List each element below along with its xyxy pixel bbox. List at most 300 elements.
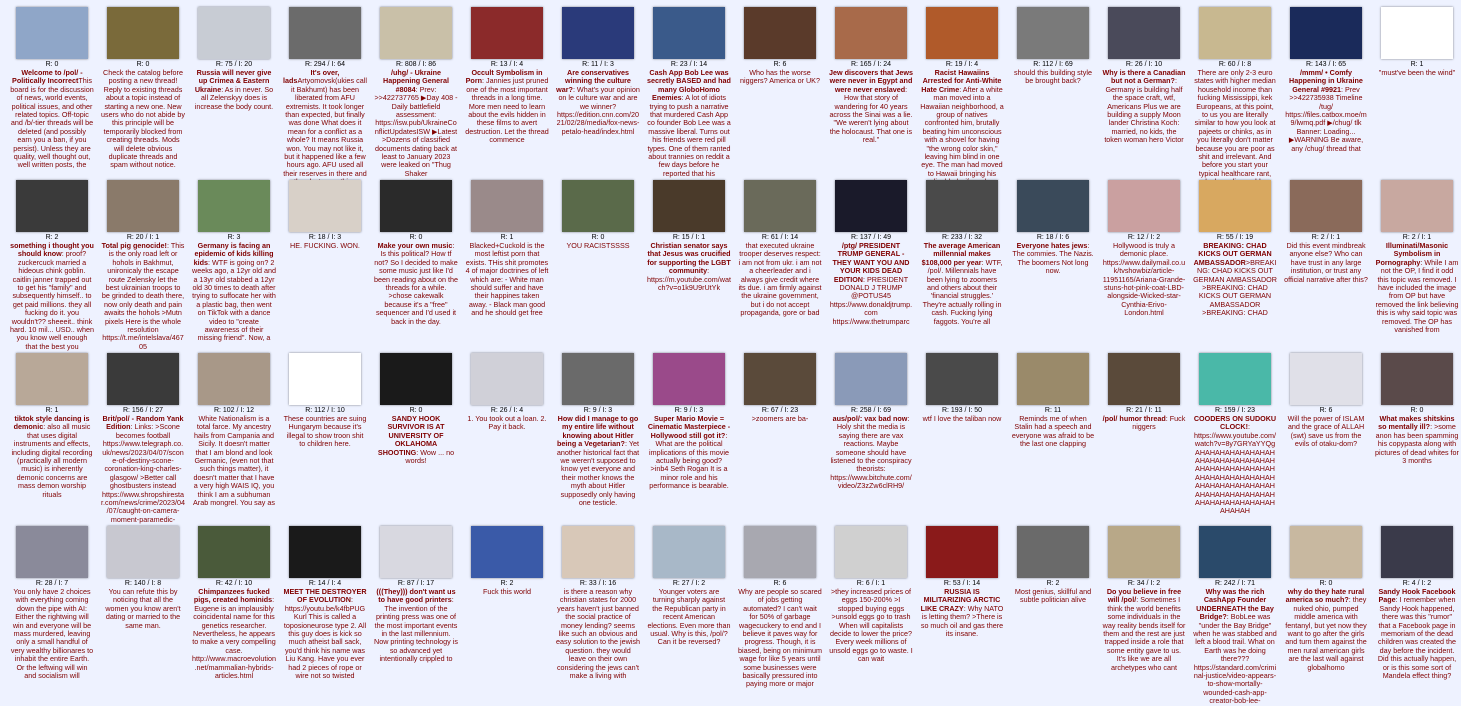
thread-text: : Prev: >>422737765 ▶Day 408 - Daily battlefield assessment: https://isw.pub/UkraineConflictUpdatesISW ▶Latest >Dozens of classified documents dating back at least to January 2023 were leaked on "Thug Shaker [374, 84, 458, 178]
reply-image-count: R: 193 / I: 50 [941, 407, 983, 414]
thread-teaser [918, 588, 1006, 638]
thread-thumbnail[interactable] [471, 7, 543, 59]
thread-text: : As in never. So all Zelenskyy does is increase the body count. [194, 84, 274, 111]
thread-card[interactable] [554, 350, 642, 520]
thread-text: Reminds me of when Stalin had a speech and everyone was afraid to be the last one clapping [1011, 414, 1095, 449]
thread-subject: Why is there a Canadian but not a German? [1102, 68, 1186, 86]
thread-thumbnail[interactable] [380, 353, 452, 405]
thread-card[interactable] [736, 177, 824, 347]
thread-teaser [99, 415, 187, 524]
thread-subject: Germany is facing an epidemic of kids killing kids [193, 241, 274, 267]
thread-card[interactable] [1191, 4, 1279, 178]
thread-teaser [1373, 415, 1461, 465]
thread-thumbnail[interactable] [744, 180, 816, 232]
thread-teaser [463, 69, 551, 145]
thread-subject: Super Mario Movie = Cinematic Masterpiece - Hollywood still got it? [647, 414, 731, 440]
thread-subject: Total pig genocide! [101, 241, 167, 250]
thread-teaser [1282, 69, 1370, 153]
thread-subject: something i thought you should know [10, 241, 94, 259]
reply-image-count: R: 1 [1410, 61, 1424, 68]
thread-card[interactable] [190, 350, 278, 520]
thread-teaser [1191, 588, 1279, 706]
thread-text: Why are people so scared of jobs getting automated? I can't wait for 50% of garbage wagecuckery to end and I believe it paves way for progress. Though, it is biased, being on minimum wage for like 5 years until some businesses were basically pressured into paying more or major [738, 587, 822, 689]
thread-thumbnail[interactable] [1017, 353, 1089, 405]
reply-image-count: R: 294 / I: 64 [304, 61, 346, 68]
thread-card[interactable] [1282, 350, 1370, 520]
thread-thumbnail[interactable] [16, 526, 88, 578]
reply-image-count: R: 18 / I: 3 [308, 234, 342, 241]
thread-subject: It's over, lads [283, 68, 340, 86]
thread-thumbnail[interactable] [289, 7, 361, 59]
thread-card[interactable] [827, 350, 915, 520]
thread-card[interactable] [8, 4, 96, 174]
thread-card[interactable] [1373, 350, 1461, 520]
thread-thumbnail[interactable] [1199, 180, 1271, 232]
thread-subject: /pol/ humor thread [1102, 414, 1166, 423]
thread-teaser [8, 69, 96, 170]
thread-teaser [921, 415, 1004, 423]
thread-thumbnail[interactable] [835, 180, 907, 232]
thread-text: Hollywood is truly a demonic place. https://www.dailymail.co.uk/tvshowbiz/article-11951165/Ariana-Grande-stuns-hot-pink-coat-LBD-alongside-Wicked-star-Cynthia-Erivo-London.html [1102, 241, 1186, 318]
thread-subject: Welcome to /pol/ - Politically Incorrect [12, 68, 83, 86]
reply-image-count: R: 0 [1319, 580, 1333, 587]
thread-card[interactable] [1191, 523, 1279, 706]
thread-card[interactable] [8, 350, 96, 520]
thread-card[interactable] [99, 523, 187, 693]
thread-card[interactable] [827, 523, 915, 693]
thread-card[interactable] [372, 177, 460, 347]
thread-text: These countries are suing Hungarym because it's illegal to show troon shit to children here. [283, 414, 367, 449]
thread-subject: Make your own music [377, 241, 453, 250]
reply-image-count: R: 18 / I: 6 [1036, 234, 1070, 241]
thread-teaser [1009, 242, 1097, 276]
thread-thumbnail[interactable] [198, 526, 270, 578]
thread-card[interactable] [8, 177, 96, 351]
thread-thumbnail[interactable] [471, 353, 543, 405]
thread-thumbnail[interactable] [744, 353, 816, 405]
thread-text: Blacked+Cuckold is the most leftist porn that exists. THis shit promotes 4 of major doctrines of left which are: - White man should suffer and have their happines taken away. - Black man good and he should get free [465, 241, 549, 318]
thread-subject: tiktok style dancing is demonic [13, 414, 90, 432]
thread-thumbnail[interactable] [380, 7, 452, 59]
reply-image-count: R: 2 [45, 234, 59, 241]
thread-card[interactable] [918, 4, 1006, 178]
thread-card[interactable] [645, 4, 733, 178]
thread-teaser [1100, 242, 1188, 318]
thread-card[interactable] [554, 4, 642, 174]
thread-thumbnail[interactable] [926, 353, 998, 405]
thread-subject: Everyone hates jews [1016, 241, 1088, 250]
thread-card[interactable] [190, 4, 278, 174]
thread-teaser [463, 242, 551, 318]
reply-image-count: R: 3 [227, 234, 241, 241]
thread-card[interactable] [281, 177, 369, 347]
thread-thumbnail[interactable] [198, 353, 270, 405]
reply-image-count: R: 2 [500, 580, 514, 587]
thread-thumbnail[interactable] [107, 7, 179, 59]
thread-teaser [190, 588, 278, 680]
thread-card[interactable] [1282, 177, 1370, 347]
thread-card[interactable] [827, 4, 915, 174]
thread-card[interactable] [827, 177, 915, 347]
thread-card[interactable] [190, 177, 278, 347]
thread-text: : The invention of the printing press was one of the most important events in the last millennium. Now printing technology is so advanced yet intentionally crippled to [374, 595, 458, 664]
thread-card[interactable] [1282, 4, 1370, 174]
reply-image-count: R: 23 / I: 14 [670, 61, 708, 68]
thread-text: >they increased prices of eggs 150-200% >I stopped buying eggs >unsold eggs go to trash When will capitalists decide to lower the price? Every week millions of unsold eggs go to waste. I can wait [829, 587, 913, 664]
thread-card[interactable] [281, 350, 369, 520]
thread-text: : Prev >>422735938 Timeline /tug/ https://files.catbox.moe/m9/lwmq.pdf ▶/chug/ tlk Banner: Loading... ▶WARNING Be aware, any /chug/ thread that [1285, 84, 1367, 153]
thread-text: White Nationalism is a total farce. My ancestry hails from Campania and Sicily. It doesn't matter that I am blond and look Germanic, (even not that such things matter), it doesn't matter that I have a very high WAIS IQ, you think I am a subhuman Arab mongrel. You say as [193, 414, 275, 508]
thread-teaser [372, 415, 460, 465]
thread-card[interactable] [281, 4, 369, 178]
thread-teaser [288, 242, 362, 250]
thread-thumbnail[interactable] [653, 180, 725, 232]
thread-teaser [99, 588, 187, 630]
thread-card[interactable] [1100, 350, 1188, 520]
thread-card[interactable] [736, 4, 824, 174]
thread-text: : Yet another historical fact that we weren't supposed to know yet everyone and their mother knows the myth about Hitler supposedly only having one testicle. [556, 439, 640, 508]
thread-thumbnail[interactable] [1108, 353, 1180, 405]
thread-teaser [827, 588, 915, 664]
thread-text: Fuck this world [483, 587, 531, 596]
reply-image-count: R: 1 [500, 234, 514, 241]
thread-card[interactable] [1100, 177, 1188, 347]
thread-thumbnail[interactable] [1290, 526, 1362, 578]
thread-subject: Brit/pol/ - Random Yank Edition [102, 414, 184, 432]
reply-image-count: R: 19 / I: 4 [945, 61, 979, 68]
thread-subject: Racist Hawaiins Arrested for Anti-White Hate Crime [921, 68, 1002, 94]
thread-thumbnail[interactable] [1017, 180, 1089, 232]
reply-image-count: R: 140 / I: 8 [124, 580, 162, 587]
thread-teaser [1100, 588, 1188, 672]
reply-image-count: R: 1 [45, 407, 59, 414]
thread-teaser [281, 415, 369, 449]
thread-text: >zoomers are ba- [751, 414, 809, 423]
thread-card[interactable] [1282, 523, 1370, 693]
thread-card[interactable] [736, 350, 824, 520]
thread-card[interactable] [281, 523, 369, 693]
thread-text: : https://youtu.be/k4fbPUG Kurl This is called a toposioneurose type 2. All this guy does is kick so much atheist ball sack, you'd think his name was Liu Kang. Have you ever had 2 pieces of rope or wire not so twisted [283, 595, 367, 681]
thread-teaser [281, 69, 369, 187]
reply-image-count: R: 233 / I: 32 [941, 234, 983, 241]
thread-teaser [564, 242, 631, 250]
thread-text: : Holy shit the media is saying there are vax reactions. Maybe someone should have listened to the conspiracy theorists: https://www.bitchute.com/video/Z3zZw6clRH9/ [830, 414, 912, 491]
thread-card[interactable] [645, 350, 733, 520]
thread-thumbnail[interactable] [380, 526, 452, 578]
thread-teaser [554, 415, 642, 507]
thread-card[interactable] [1009, 177, 1097, 347]
thread-text: Most genius, skillful and subtle politician alive [1014, 587, 1092, 605]
thread-card[interactable] [463, 4, 551, 174]
thread-thumbnail[interactable] [562, 180, 634, 232]
thread-thumbnail[interactable] [198, 7, 270, 59]
thread-text: Artyomovsk(ukies call it Bakhumt) has been liberated from AFU extremists. It took longer than expected, but finally was done What does it mean for a conflict as a whole? It means Russia won. You may not like it, but it happened like a few hours ago. AFU used all their reserves in there and [283, 76, 367, 178]
thread-card[interactable] [8, 523, 96, 693]
thread-text: : https://www.youtube.com/watch?v=8y7GRYaYYQg AHAHAHAHAHAHAHAHAHAHAHAHAHAHAHAHAHAHAHAHAHAHAHAHAHAHAHAHAHAHAHAHAHAHAHAHAHAHAHAHAHAHAHAHAHAHAHAHAHAHAHAHAHAHAHAHAHAHAH [1194, 422, 1276, 516]
reply-image-count: R: 0 [1410, 407, 1424, 414]
reply-image-count: R: 143 / I: 65 [1305, 61, 1347, 68]
thread-text: : While I am not the OP, I find it odd this topic was removed. I have included the image from OP but have removed the link believing this is why said topic was removed. The OP has vanished from [1375, 257, 1459, 335]
thread-thumbnail[interactable] [1381, 353, 1453, 405]
reply-image-count: R: 0 [136, 61, 150, 68]
thread-card[interactable] [372, 350, 460, 520]
thread-card[interactable] [1100, 4, 1188, 174]
reply-image-count: R: 2 / I: 1 [1311, 234, 1341, 241]
thread-card[interactable] [1009, 523, 1097, 693]
reply-image-count: R: 14 / I: 4 [308, 580, 342, 587]
thread-thumbnail[interactable] [16, 7, 88, 59]
thread-card[interactable] [190, 523, 278, 693]
thread-text: >BREAKING: CHAD KICKS OUT GERMAN AMBASSADOR >BREAKING: CHAD KICKS OUT GERMAN AMBASSADOR >BREAKING: CHAD [1193, 257, 1277, 318]
thread-teaser [1373, 588, 1461, 680]
reply-image-count: R: 60 / I: 8 [1218, 61, 1252, 68]
thread-thumbnail[interactable] [289, 353, 361, 405]
reply-image-count: R: 2 / I: 1 [1402, 234, 1432, 241]
thread-teaser [736, 69, 824, 86]
thread-card[interactable] [1373, 177, 1461, 347]
reply-image-count: R: 808 / I: 86 [395, 61, 437, 68]
thread-card[interactable] [99, 350, 187, 524]
thread-thumbnail[interactable] [1108, 180, 1180, 232]
thread-teaser [1009, 69, 1097, 86]
thread-teaser [827, 69, 915, 145]
thread-teaser [99, 242, 187, 351]
reply-image-count: R: 28 / I: 7 [35, 580, 69, 587]
thread-thumbnail[interactable] [926, 526, 998, 578]
reply-image-count: R: 53 / I: 14 [943, 580, 981, 587]
thread-thumbnail[interactable] [1381, 7, 1453, 59]
thread-card[interactable] [463, 523, 551, 693]
reply-image-count: R: 102 / I: 12 [213, 407, 255, 414]
thread-teaser [750, 415, 811, 423]
thread-thumbnail[interactable] [1199, 526, 1271, 578]
thread-thumbnail[interactable] [1199, 7, 1271, 59]
thread-thumbnail[interactable] [1290, 7, 1362, 59]
thread-text: Check the catalog before posting a new thread! Reply to existing threads about a topic instead of starting a new one. New users who do not abide by this principle will be temporarily blocked from creating threads. Mods will delete obvious duplicate threads and spam without notice. [101, 68, 185, 170]
thread-thumbnail[interactable] [835, 526, 907, 578]
thread-thumbnail[interactable] [1108, 7, 1180, 59]
thread-teaser [8, 588, 96, 680]
thread-text: wtf I love the taliban now [922, 414, 1002, 423]
thread-teaser [918, 69, 1006, 187]
thread-teaser [1282, 415, 1370, 449]
thread-teaser [463, 415, 551, 432]
thread-subject: Sandy Hook Facebook Page [1378, 587, 1456, 605]
thread-subject: Christian senator says that Jesus was crucified for supporting the LGBT community [647, 241, 731, 276]
thread-thumbnail[interactable] [653, 353, 725, 405]
thread-card[interactable] [918, 350, 1006, 520]
thread-text: : Sometimes I think the world benefits some individuals in the way reality bends itself for them and the rest are just trapped inside a role that some entity gave to us. It's like we are all archetypes who cant [1102, 595, 1186, 672]
thread-text: 1. You took out a loan. 2. Pay it back. [467, 414, 547, 432]
thread-teaser [918, 242, 1006, 326]
reply-image-count: R: 9 / I: 3 [583, 407, 613, 414]
thread-card[interactable] [99, 4, 187, 174]
reply-image-count: R: 21 / I: 11 [1126, 407, 1162, 414]
thread-text: : BobLee was "under the Bay Bridge" when he was stabbed and left a blood trail. What on Earth was he doing there??? https://standard.com/criminal-justice/video-appears-to-show-mortally-wounded-cash-app-creator-bob-lee- [1193, 612, 1277, 706]
thread-teaser [736, 588, 824, 689]
thread-thumbnail[interactable] [1017, 526, 1089, 578]
thread-card[interactable] [463, 177, 551, 347]
thread-thumbnail[interactable] [1381, 180, 1453, 232]
thread-card[interactable] [1191, 350, 1279, 520]
thread-teaser [645, 588, 733, 647]
thread-subject: Jew discovers that Jews were never in Egypt and were never enslaved [829, 68, 913, 94]
thread-teaser [8, 415, 96, 499]
thread-thumbnail[interactable] [16, 353, 88, 405]
thread-subject: The average American millennial makes $108,000 per year [921, 241, 1001, 267]
thread-card[interactable] [554, 177, 642, 347]
thread-text: Did this event mindbreak anyone else? Who can have trust in any large institution, or trust any official narrative after this? [1284, 241, 1368, 284]
thread-card[interactable] [463, 350, 551, 520]
thread-card[interactable] [918, 177, 1006, 347]
reply-image-count: R: 242 / I: 71 [1214, 580, 1256, 587]
thread-thumbnail[interactable] [107, 180, 179, 232]
thread-text: You can refute this by noticing that all the women you know aren't dating or married to the same man. [105, 587, 181, 630]
thread-card[interactable] [736, 523, 824, 693]
thread-teaser [1009, 588, 1097, 605]
thread-text: This board is for the discussion of news, world events, political issues, and other related topics. Off-topic and /b/-tier threads will be deleted (and possibly earn you a ban, if you persist). Unless they are quality, well thought out, well written posts, the [10, 76, 94, 170]
thread-thumbnail[interactable] [562, 7, 634, 59]
thread-card[interactable] [1373, 4, 1461, 174]
thread-card[interactable] [645, 523, 733, 693]
thread-thumbnail[interactable] [1290, 353, 1362, 405]
reply-image-count: R: 6 [773, 580, 787, 587]
thread-text: : Links: >Scone becomes football https://www.telegraph.co.uk/news/2023/04/07/scone-of-destiny-scone-coronation-king-charles-glasgow/ >Better call ghostbusters instead https://www.shropshirestar.com/news/crime/2023/04/07/caught-on-camera-moment-paramedic- [101, 422, 185, 524]
thread-text: There are only 2-3 euro states with higher median household income than fucking Mississippi, kek Europeans, at this point, to us you are literally similar to how you look at pajeets or chinks, as in you literally don't matter because you are poor as shit and irrelevant. And before you start your typical healthcare rant, [1194, 68, 1276, 178]
reply-image-count: R: 4 / I: 2 [1402, 580, 1432, 587]
thread-thumbnail[interactable] [653, 526, 725, 578]
thread-thumbnail[interactable] [471, 180, 543, 232]
thread-card[interactable] [1009, 4, 1097, 174]
thread-text: : Why NATO is letting them? >There is so much oil and gas there its insane. [920, 603, 1004, 639]
thread-thumbnail[interactable] [744, 7, 816, 59]
reply-image-count: R: 42 / I: 10 [215, 580, 253, 587]
thread-thumbnail[interactable] [471, 526, 543, 578]
thread-card[interactable] [99, 177, 187, 351]
thread-thumbnail[interactable] [289, 526, 361, 578]
thread-text: : What are the political implications of this movie actually being good? >inb4 Seth Rogan It is a minor role and his performance is bearable. [649, 430, 729, 491]
thread-card[interactable] [918, 523, 1006, 693]
thread-card[interactable] [1191, 177, 1279, 347]
thread-thumbnail[interactable] [289, 180, 361, 232]
thread-card[interactable] [645, 177, 733, 347]
thread-text: : What's your opinion on le culture war and are we winner? https://edition.cnn.com/2021/02/28/media/fox-news-petalo-head/index.html [556, 84, 640, 136]
thread-thumbnail[interactable] [562, 526, 634, 578]
thread-thumbnail[interactable] [744, 526, 816, 578]
thread-subject: How did I manage to go my entire life without knowing about Hitler being a Vegetarian? [557, 414, 639, 449]
thread-text: : they nuked ohio, pumped middle america with fentanyl, but yet now they want to go after the girls and turn them against the men rural american girls are the last wall against globalhomo [1285, 595, 1367, 672]
thread-thumbnail[interactable] [562, 353, 634, 405]
thread-card[interactable] [1100, 523, 1188, 693]
thread-subject: (((They))) don't want us to have good printers [376, 587, 456, 605]
thread-text: Will the power of ISLAM and the grace of ALLAH (swt) save us from the evils of otaku-dom? [1287, 414, 1365, 449]
reply-image-count: R: 112 / I: 69 [1033, 61, 1073, 68]
reply-image-count: R: 2 [1046, 580, 1060, 587]
thread-text: : After a white man moved into a Hawaiian neighborhood, a group of natives confronted him, brutally beating him unconscious with a shovel for having "the wrong color skin," leaving him blind in one eye. The man had moved to Hawaii bringing his [920, 84, 1004, 178]
thread-subject: /ptg/ PRESIDENT TRUMP GENERAL - THEY WANT YOU AND YOUR KIDS DEAD EDITION [832, 241, 910, 284]
thread-thumbnail[interactable] [926, 7, 998, 59]
thread-text: : https://m.youtube.com/watch?v=o1k9U9rUtYk [647, 266, 731, 293]
thread-thumbnail[interactable] [835, 353, 907, 405]
thread-subject: Do you believe in free will /pol/ [1106, 587, 1182, 605]
thread-thumbnail[interactable] [1381, 526, 1453, 578]
thread-text: : This is the only road left or hohols in Bakhmut, unironicaly the escape route Zelensky let the best ukrainian troops to be grinded to death there, now only death and pain awaits the hohols >Mutn pixels Here is the whole resolution https://t.me/intelslava/46705 [101, 241, 185, 351]
reply-image-count: R: 87 / I: 17 [397, 580, 435, 587]
thread-text: Who has the worse niggers? America or UK? [740, 68, 820, 86]
thread-text: should this building style be brought back? [1014, 68, 1092, 86]
thread-text: : Germany is building half the space craft, wtf, Americans Plus we are building a supply Moon lander Christina Koch: married, no kids, the token woman hero Victor [1104, 76, 1184, 145]
reply-image-count: R: 75 / I: 20 [215, 61, 253, 68]
thread-thumbnail[interactable] [107, 526, 179, 578]
thread-subject: Chimpanzees fucked pigs, created hominids [193, 587, 273, 605]
thread-text: : Is this political? How tf not? So I decided to make some music just like I'd been reading about on the threads for a while. >chose cakewalk because it's a "free" sequencer and I'd used it back in the day. [374, 241, 458, 326]
reply-image-count: R: 26 / I: 10 [1125, 61, 1163, 68]
thread-subject: Cash App Bob Lee was secretly BASED and had many GloboHomo Enemies [647, 68, 731, 103]
thread-text: "must've been the wind" [1378, 68, 1456, 77]
thread-teaser [99, 69, 187, 170]
thread-text: is there a reason why christian states for 2000 years haven't just banned the social practice of money lending? seems like such an obvious and easy solution to the jewish question. they would leave on their own considering the jews can't make a living with [556, 587, 640, 681]
thread-text: : PRESIDENT DONALD J TRUMP @POTUS45 https://www.donaldjtrump.com https://www.thetrumparc [829, 274, 913, 326]
thread-teaser [827, 415, 915, 491]
thread-thumbnail[interactable] [380, 180, 452, 232]
thread-card[interactable] [372, 4, 460, 178]
thread-card[interactable] [372, 523, 460, 693]
thread-teaser [190, 69, 278, 111]
thread-text: : Eugene is an implausibly coincidental name for this genetics researcher. Nevertheless, he appears to make a very compelling case. http://www.macroevolution.net/mammalian-hybrids-articles.html [192, 595, 276, 681]
thread-thumbnail[interactable] [1108, 526, 1180, 578]
thread-teaser [190, 242, 278, 343]
thread-text: : Fuck niggers [1132, 414, 1186, 432]
thread-teaser [8, 242, 96, 351]
thread-subject: Russia will never give up Crimea & Eastern Ukraine [194, 68, 272, 94]
thread-text: HE. FUCKING. WON. [290, 241, 360, 250]
thread-thumbnail[interactable] [653, 7, 725, 59]
reply-image-count: R: 67 / I: 23 [761, 407, 799, 414]
thread-card[interactable] [1009, 350, 1097, 520]
thread-thumbnail[interactable] [926, 180, 998, 232]
thread-thumbnail[interactable] [16, 180, 88, 232]
reply-image-count: R: 11 / I: 3 [582, 61, 614, 68]
reply-image-count: R: 12 / I: 2 [1127, 234, 1161, 241]
thread-card[interactable] [554, 523, 642, 693]
thread-thumbnail[interactable] [835, 7, 907, 59]
thread-teaser [645, 69, 733, 178]
thread-teaser [1377, 69, 1457, 77]
thread-thumbnail[interactable] [1290, 180, 1362, 232]
thread-thumbnail[interactable] [1199, 353, 1271, 405]
thread-thumbnail[interactable] [198, 180, 270, 232]
thread-thumbnail[interactable] [1017, 7, 1089, 59]
thread-text: : A lot of idiots trying to push a narrative that murdered Cash App co founder Bob Lee was a massive liberal. Turns out his friends were red pill types. One of them ranted about trannies on reddit a few days before he reported that his [647, 93, 731, 178]
thread-card[interactable] [1373, 523, 1461, 693]
reply-image-count: R: 156 / I: 27 [122, 407, 164, 414]
thread-teaser [827, 242, 915, 326]
thread-thumbnail[interactable] [107, 353, 179, 405]
thread-teaser [1100, 415, 1188, 432]
thread-subject: /uhg/ - Ukraine Happening General #8084 [383, 68, 449, 94]
thread-text: : The commies. The Nazis. The boomers Not long now. [1012, 241, 1094, 276]
thread-teaser [481, 588, 533, 596]
thread-subject: Illuminati/Masonic Symbolism in Pornography [1375, 241, 1449, 267]
thread-teaser [645, 242, 733, 292]
thread-subject: SANDY HOOK SURVIVOR IS AT UNIVERSITY OF OKLAHOMA SHOOTING [377, 414, 445, 457]
thread-text: : also all music that uses digital instruments and effects, including digital recording (practically all modern music) is inherently demonic concerns are mass demon worship rituals [11, 422, 93, 499]
thread-teaser [736, 242, 824, 318]
thread-teaser [372, 588, 460, 664]
reply-image-count: R: 165 / I: 24 [850, 61, 892, 68]
thread-text: : How that story of wandering for 40 years across the Sinai was a lie. "We weren't lying about the holocaust. That one is real." [829, 84, 913, 145]
reply-image-count: R: 159 / I: 23 [1214, 407, 1256, 414]
